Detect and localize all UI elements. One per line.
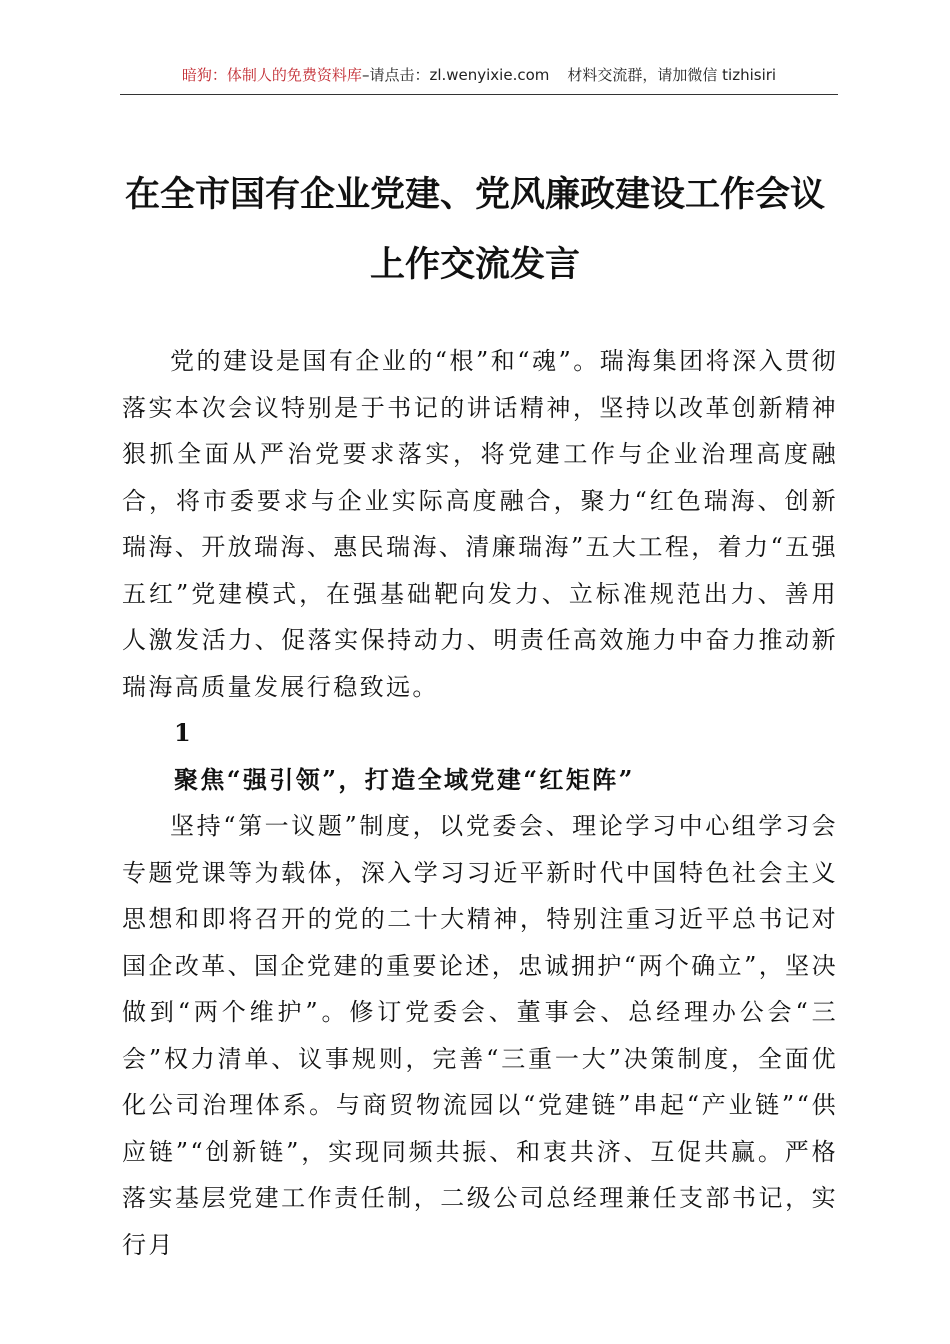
page-header [120, 60, 838, 95]
title-line-2: 上作交流发言 [369, 244, 580, 285]
header-source-label: 暗狗：体制人的免费资料库 [181, 66, 362, 84]
intro-paragraph: 党的建设是国有企业的“根”和“魂”。瑞海集团将深入贯彻落实本次会议特别是于书记的讲话精神，坚持以改革创新精神狠抓全面从严治党要求落实，将党建工作与企业治理高度融合，将市委要求与企业实际高度融合，聚力“红色瑞海、创新瑞海、开放瑞海、惠民瑞海、清廉瑞海”五大工程，着力“五强五红”党建模式，在强基础靶向发力、立标准规范出力、善用人激发活力、促落实保持动力、明责任高效施力中奋力推动新瑞海高质量发展行稳致远。 [122, 347, 838, 701]
section-heading: 聚焦“强引领”，打造全域党建“红矩阵” [174, 764, 635, 794]
header-contact: 材料交流群，请加微信 tizhisiri [567, 66, 777, 84]
section-number: 1 [174, 718, 194, 747]
title-line-1: 在全市国有企业党建、党风廉政建设工作会议 [124, 174, 825, 215]
header-click-prompt: –请点击： [361, 66, 430, 84]
section-paragraph: 坚持“第一议题”制度，以党委会、理论学习中心组学习会专题党课等为载体，深入学习习近平新时代中国特色社会主义思想和即将召开的党的二十大精神，特别注重习近平总书记对国企改革、国企党建的重要论述，忠诚拥护“两个确立”，坚决做到“两个维护”。修订党委会、董事会、总经理办公会“三会”权力清单、议事规则，完善“三重一大”决策制度，全面优化公司治理体系。与商贸物流园以“党建链”串起“产业链”“供应链”“创新链”，实现同频共振、和衷共济、互促共赢。严格落实基层党建工作责任制，二级公司总经理兼任支部书记，实行月 [122, 812, 838, 1259]
document-body [122, 338, 838, 1268]
header-url-link[interactable]: zl.wenyixie.com [429, 66, 550, 84]
document-title [90, 160, 860, 300]
